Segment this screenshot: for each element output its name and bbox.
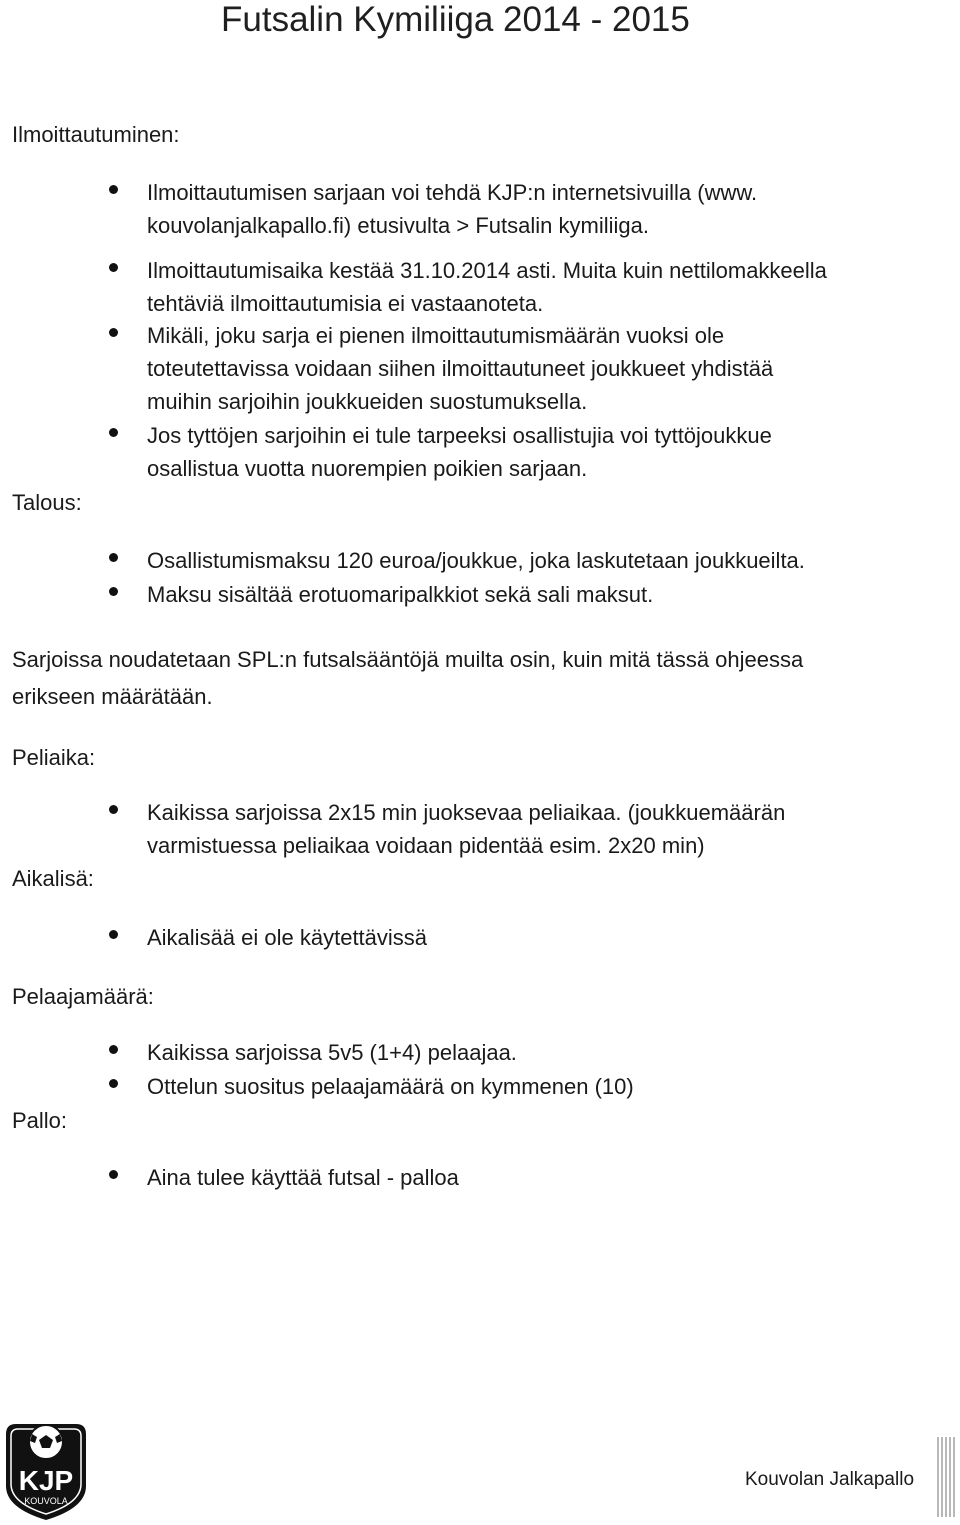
logo-subtext: KOUVOLA xyxy=(24,1496,68,1506)
section-label-ilmoittautuminen: Ilmoittautuminen: xyxy=(12,122,180,147)
section-label-peliaika: Peliaika: xyxy=(12,745,96,770)
section-label-talous: Talous: xyxy=(12,490,82,515)
bullet-icon xyxy=(109,428,118,437)
logo-text: KJP xyxy=(18,1465,74,1496)
bullet-icon xyxy=(109,328,118,337)
bullet-icon xyxy=(109,587,118,596)
bullet-icon xyxy=(109,1045,118,1054)
section-label-pelaajamaara: Pelaajamäärä: xyxy=(12,984,154,1009)
list-item: Mikäli, joku sarja ei pienen ilmoittautumismäärän vuoksi ole toteutettavissa voidaan siihen ilmoittautuneet joukkueet yhdistää muihin sarjoihin joukkueiden suostumuksella. xyxy=(147,323,774,414)
bullet-icon xyxy=(109,553,118,562)
list-item: Kaikissa sarjoissa 2x15 min juoksevaa peliaikaa. (joukkuemäärän varmistuessa peliaikaa voidaan pidentää esim. 2x20 min) xyxy=(147,800,786,858)
bullet-icon xyxy=(109,930,118,939)
list-item: Maksu sisältää erotuomaripalkkiot sekä sali maksut. xyxy=(147,582,654,607)
section-label-aikalisa: Aikalisä: xyxy=(12,866,94,891)
list-item: Ilmoittautumisen sarjaan voi tehdä KJP:n internetsivuilla (www. kouvolanjalkapallo.fi) etusivulta > Futsalin kymiliiga. xyxy=(147,180,758,238)
list-item: Aikalisää ei ole käytettävissä xyxy=(147,925,428,950)
list-item: Ottelun suositus pelaajamäärä on kymmenen (10) xyxy=(147,1074,634,1099)
list-item: Ilmoittautumisaika kestää 31.10.2014 asti. Muita kuin nettilomakkeella tehtäviä ilmoittautumisia ei vastaanoteta. xyxy=(147,258,827,316)
footer-decoration xyxy=(936,1437,956,1517)
bullet-icon xyxy=(109,1170,118,1179)
list-item: Kaikissa sarjoissa 5v5 (1+4) pelaajaa. xyxy=(147,1040,517,1065)
list-item: Osallistumismaksu 120 euroa/joukkue, joka laskutetaan joukkueilta. xyxy=(147,548,805,573)
page-title: Futsalin Kymiliiga 2014 - 2015 xyxy=(221,0,690,39)
section-label-pallo: Pallo: xyxy=(12,1108,68,1133)
list-item: Aina tulee käyttää futsal - palloa xyxy=(147,1165,459,1190)
rules-paragraph: Sarjoissa noudatetaan SPL:n futsalsääntöjä muilta osin, kuin mitä tässä ohjeessa erikseen määrätään. xyxy=(12,647,804,709)
list-item: Jos tyttöjen sarjoihin ei tule tarpeeksi osallistujia voi tyttöjoukkue osallistua vuotta nuorempien poikien sarjaan. xyxy=(147,423,772,481)
bullet-icon xyxy=(109,185,118,194)
bullet-icon xyxy=(109,263,118,272)
kjp-logo-icon xyxy=(2,1420,90,1522)
bullet-icon xyxy=(109,1079,118,1088)
footer-club-name: Kouvolan Jalkapallo xyxy=(745,1469,915,1490)
bullet-icon xyxy=(109,805,118,814)
